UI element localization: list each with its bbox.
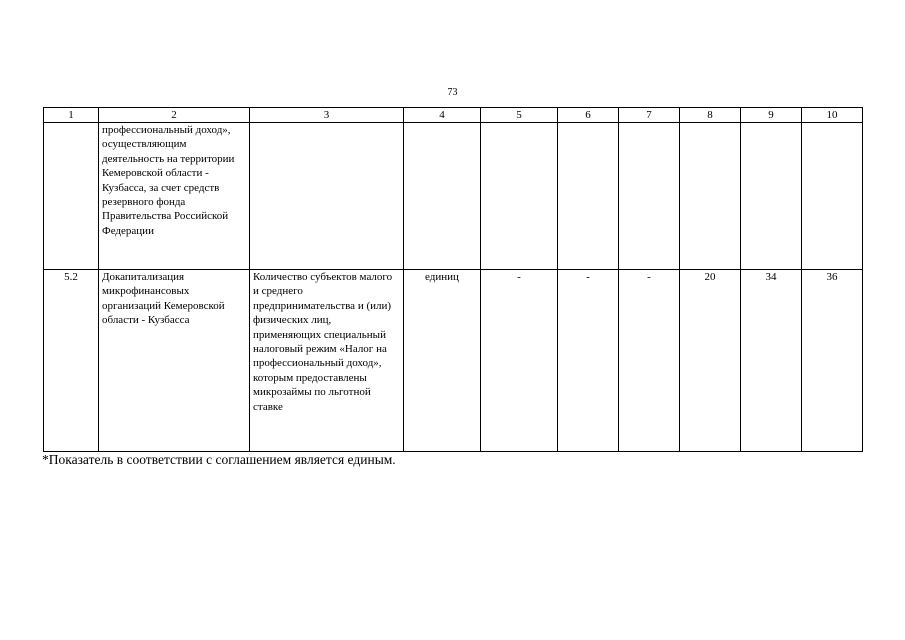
header-cell: 3 xyxy=(250,108,404,123)
table-cell xyxy=(250,123,404,270)
table-cell xyxy=(404,123,481,270)
table-cell-value: - xyxy=(558,270,619,452)
table-cell-value: 34 xyxy=(741,270,802,452)
table-cell-name: профессиональный доход», осуществляющим деятельность на территории Кемеровской области - Кузбасса, за счет средств резервного фонда Правительства Российской Федерации xyxy=(99,123,250,270)
table-cell xyxy=(44,123,99,270)
header-cell: 5 xyxy=(481,108,558,123)
table-cell-indicator: Количество субъектов малого и среднего предпринимательства и (или) физических лиц, применяющих специальный налоговый режим «Налог на профессиональный доход», которым предоставлены микрозаймы по льготной ставке xyxy=(250,270,404,452)
table-cell-value: - xyxy=(481,270,558,452)
header-cell: 7 xyxy=(619,108,680,123)
table-cell-name: Докапитализация микрофинансовых организаций Кемеровской области - Кузбасса xyxy=(99,270,250,452)
table-cell-number: 5.2 xyxy=(44,270,99,452)
table-cell xyxy=(680,123,741,270)
header-cell: 9 xyxy=(741,108,802,123)
header-cell: 10 xyxy=(802,108,863,123)
header-cell: 8 xyxy=(680,108,741,123)
table-row xyxy=(44,270,863,452)
table-cell xyxy=(481,123,558,270)
table-cell-value: 36 xyxy=(802,270,863,452)
page-number: 73 xyxy=(447,87,458,98)
header-cell: 1 xyxy=(44,108,99,123)
data-table xyxy=(43,107,863,452)
table-row xyxy=(44,123,863,270)
header-cell: 2 xyxy=(99,108,250,123)
header-cell: 6 xyxy=(558,108,619,123)
footnote: *Показатель в соответствии с соглашением является единым. xyxy=(42,452,396,467)
table-cell xyxy=(802,123,863,270)
table-cell xyxy=(558,123,619,270)
table-cell xyxy=(741,123,802,270)
table-header-row xyxy=(44,108,863,123)
table-cell-unit: единиц xyxy=(404,270,481,452)
header-cell: 4 xyxy=(404,108,481,123)
table-cell-value: - xyxy=(619,270,680,452)
table-cell xyxy=(619,123,680,270)
table-cell-value: 20 xyxy=(680,270,741,452)
